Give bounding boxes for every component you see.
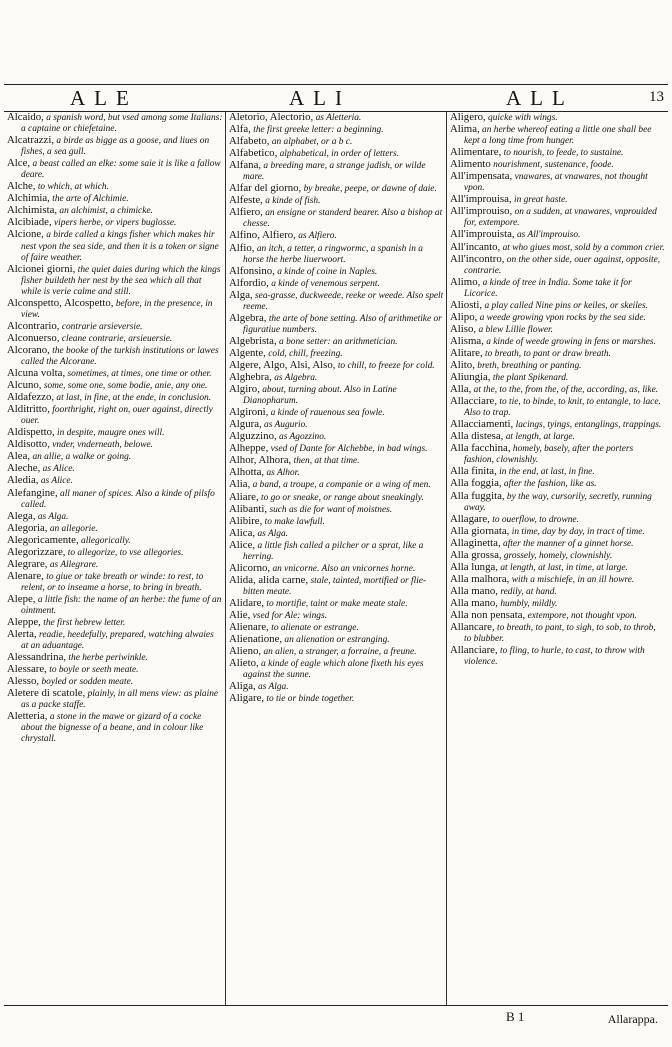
entry-headword: Alcontrario, — [7, 319, 60, 332]
entry-headword: Alcuno, — [7, 379, 42, 392]
entry-definition: as Alice. — [40, 464, 75, 475]
entry-headword: Alitare, — [450, 346, 483, 359]
entry-definition: to allegorize, to vse allegories. — [65, 547, 184, 558]
dictionary-entry — [450, 348, 665, 360]
entry-definition: an alien, a stranger, a forraine, a freune. — [261, 647, 417, 658]
entry-definition: alphabetical, in order of letters. — [277, 149, 400, 160]
entry-definition: allegorically. — [78, 535, 131, 546]
entry-headword: Alchimista, — [7, 204, 58, 217]
entry-headword: Alcibiade, — [7, 216, 52, 229]
entry-definition: a play called Nine pins or keiles, or skeiles. — [482, 300, 648, 311]
entry-headword: Alibanti, — [229, 502, 268, 515]
entry-headword: Alegoria, — [7, 521, 48, 534]
column-left — [4, 112, 225, 1005]
entry-definition: a blew Lillie flower. — [476, 324, 553, 335]
entry-headword: Alla mano, — [450, 584, 498, 597]
entry-definition: vipers herbe, or vipers buglosse. — [51, 218, 177, 229]
dictionary-entry — [7, 629, 223, 652]
dictionary-entry — [7, 264, 223, 298]
dictionary-entry — [229, 540, 444, 563]
entry-definition: before, in the presence, in view. — [21, 298, 213, 320]
entry-headword: Algente, — [229, 346, 266, 359]
entry-headword: Alimento — [450, 158, 491, 171]
entry-headword: Alidare, — [229, 596, 265, 609]
entry-definition: as All'improuiso. — [514, 230, 581, 241]
entry-headword: Alimo, — [450, 275, 481, 288]
entry-definition: a kinde of eagle which alone fixeth his eyes against the sunne. — [243, 659, 424, 681]
entry-headword: Alcatrazzi, — [7, 134, 55, 147]
entry-headword: Alesso, — [7, 675, 40, 688]
dictionary-entry — [229, 575, 444, 598]
entry-definition: a kinde of weede growing in fens or marshes. — [483, 336, 656, 347]
entry-definition: an itch, a tetter, a ringwormc, a spanish in a horse the herbe liuerwoort. — [243, 243, 423, 265]
entry-headword: Aleppe, — [7, 616, 41, 629]
entry-headword: Alegoricamente, — [7, 533, 79, 546]
entry-definition: breth, breathing or panting. — [474, 360, 582, 371]
entry-definition: the arte of bone setting. Also of arithmetike or figuratiue numbers. — [243, 313, 442, 335]
entry-headword: Alice, — [229, 538, 256, 551]
entry-definition: in the end, at last, in fine. — [496, 467, 595, 478]
dictionary-entry — [229, 112, 444, 124]
entry-definition: after the fashion, like as. — [501, 479, 597, 490]
entry-definition: as Algebra. — [271, 373, 318, 384]
entry-definition: contrarie arsieversie. — [59, 321, 143, 332]
dictionary-entry — [450, 277, 665, 300]
entry-headword: All'impensata, — [450, 170, 513, 183]
dictionary-entry — [450, 124, 665, 147]
entry-headword: Algebrista, — [229, 334, 277, 347]
dictionary-entry — [7, 488, 223, 511]
entry-headword: Alfino, Alfiero, — [229, 229, 296, 242]
entry-definition: plainly, in all mens view: as plaine as a packe staffe. — [21, 689, 219, 711]
dictionary-entry — [450, 443, 665, 466]
dictionary-entry — [450, 645, 665, 668]
entry-headword: All'improuiso, — [450, 205, 513, 218]
entry-definition: a kinde of tree in India. Some take it for Licorice. — [464, 277, 632, 299]
entry-headword: Aliungia, — [450, 371, 491, 384]
entry-headword: Alica, — [229, 526, 256, 539]
entry-definition: to which, at which. — [35, 182, 109, 193]
entry-definition: a beast called an elke: some saie it is like a fallow deare. — [21, 159, 221, 181]
entry-headword: Aldisotto, — [7, 438, 50, 451]
entry-definition: nourishment, sustenance, foode. — [490, 160, 614, 171]
entry-headword: Alla lunga, — [450, 560, 498, 573]
entry-definition: to alienate or estrange. — [268, 623, 359, 634]
dictionary-entry — [450, 206, 665, 229]
dictionary-entry — [7, 664, 223, 676]
entry-definition: on a sudden, at vnawares, vnprouided for, extempore. — [464, 207, 657, 229]
entry-headword: Alida, alida carne, — [229, 573, 309, 586]
dictionary-entry — [229, 528, 444, 540]
entry-definition: an alienation or estranging. — [282, 635, 390, 646]
entry-headword: Alla facchina, — [450, 442, 511, 455]
entry-headword: Alfabetico, — [229, 147, 278, 160]
entry-headword: Alie, — [229, 608, 251, 621]
entry-definition: the herbe periwinkle. — [66, 653, 148, 664]
entry-definition: a band, a troupe, a companie or a wing of men. — [250, 480, 431, 491]
entry-headword: All'improuisa, — [450, 193, 512, 206]
entry-definition: a birde called a kings fisher which makes hir nest vpon the sea side, and then it is a token or signe of faire weather. — [21, 230, 219, 263]
entry-headword: Alguzzino, — [229, 430, 277, 443]
entry-definition: then, at that time. — [291, 456, 360, 467]
entry-headword: Alche, — [7, 180, 36, 193]
entry-definition: an vnicorne. Also an vnicornes horne. — [270, 563, 416, 574]
entry-headword: Alisma, — [450, 334, 484, 347]
page-number: 13 — [649, 89, 664, 105]
header-guide-word-right: ALL — [506, 86, 574, 110]
running-header — [4, 84, 668, 112]
entry-headword: Alicorno, — [229, 561, 271, 574]
entry-definition: the first greeke letter: a beginning. — [250, 125, 384, 136]
entry-definition: a kinde of coine in Naples. — [274, 266, 378, 277]
entry-definition: as Agozzino. — [276, 432, 327, 443]
entry-definition: a kinde of fish. — [262, 196, 321, 207]
entry-headword: Alla mano, — [450, 596, 498, 609]
entry-headword: Aliare, — [229, 490, 259, 503]
entry-definition: as Augurio. — [261, 420, 308, 431]
entry-definition: cleane contrarie, arsieuersie. — [59, 333, 173, 344]
entry-headword: Aliga, — [229, 680, 256, 693]
entry-headword: Alconuerso, — [7, 331, 60, 344]
dictionary-entry — [229, 372, 444, 384]
dictionary-entry — [229, 467, 444, 479]
entry-headword: Aldafezzo, — [7, 391, 55, 404]
entry-definition: an allegorie. — [47, 523, 98, 534]
entry-definition: to breath, to pant or draw breath. — [482, 348, 611, 359]
column-middle — [225, 112, 446, 1005]
signature-mark: B 1 — [506, 1009, 525, 1024]
entry-headword: Alfana, — [229, 159, 262, 172]
entry-headword: Alla, — [450, 383, 472, 396]
entry-headword: Algebra, — [229, 311, 267, 324]
entry-headword: Allanciare, — [450, 644, 498, 657]
dictionary-entry — [229, 148, 444, 160]
entry-headword: Alfa, — [229, 123, 251, 136]
entry-headword: Alla malhora, — [450, 572, 510, 585]
dictionary-entry — [7, 571, 223, 594]
entry-headword: Alla distesa, — [450, 430, 504, 443]
entry-definition: with a mischiefe, in an ill howre. — [509, 574, 635, 585]
entry-headword: Alienare, — [229, 621, 269, 634]
entry-definition: stale, tainted, mortified or flie-bitten meate. — [243, 575, 427, 597]
entry-headword: Aliso, — [450, 322, 477, 335]
entry-headword: Alghebra, — [229, 371, 272, 384]
dictionary-entry — [229, 230, 444, 242]
entry-definition: a weede growing vpon rocks by the sea side. — [477, 312, 646, 323]
entry-definition: in great haste. — [511, 195, 568, 206]
entry-definition: on the other side, ouer against, opposite, contrarie. — [464, 254, 661, 276]
dictionary-entry — [7, 229, 223, 263]
dictionary-entry — [7, 711, 223, 745]
dictionary-entry — [7, 298, 223, 321]
entry-headword: Aleche, — [7, 462, 41, 475]
entry-definition: to giue or take breath or winde: to rest, to relent, or to inseame a horse, to bring in breath. — [21, 571, 204, 593]
dictionary-entry — [450, 372, 665, 384]
dictionary-entry — [229, 634, 444, 646]
entry-headword: Aldispetto, — [7, 426, 55, 439]
entry-headword: Algironi, — [229, 406, 269, 419]
dictionary-entry — [450, 300, 665, 312]
dictionary-entry — [7, 158, 223, 181]
entry-headword: Alia, — [229, 478, 251, 491]
entry-definition: the quiet daies during which the kings fisher buildeth her nest by the sea which all that while is verie calme and still. — [21, 264, 221, 297]
entry-definition: foorthright, right on, ouer against, directly ouer. — [21, 405, 213, 427]
entry-definition: the booke of the turkish institutions or lawes called the Alcorane. — [21, 345, 219, 367]
entry-definition: as Alice. — [38, 476, 73, 487]
entry-headword: Alefangine, — [7, 486, 58, 499]
entry-headword: Allaginetta, — [450, 536, 501, 549]
entry-definition: at last, in fine, at the ende, in conclusion. — [54, 393, 212, 404]
entry-headword: Alcionei giorni, — [7, 262, 76, 275]
entry-headword: Alcorano, — [7, 343, 50, 356]
entry-headword: Alla fuggita, — [450, 489, 505, 502]
entry-definition: all maner of spices. Also a kinde of pilsfo called. — [21, 488, 215, 510]
entry-headword: Alla finita, — [450, 465, 497, 478]
entry-headword: Alheppe, — [229, 442, 269, 455]
entry-headword: Alega, — [7, 509, 36, 522]
entry-definition: a little fish called a pilcher or a sprat, like a herring. — [243, 540, 424, 562]
entry-definition: by the way, cursorily, secretly, running away. — [464, 491, 652, 513]
entry-definition: an ensigne or standerd bearer. Also a bishop at chesse. — [243, 208, 443, 230]
entry-definition: a breeding mare, a strange jadish, or wilde mare. — [243, 161, 426, 183]
entry-definition: sea-grasse, duckweede, reeke or weede. Also spelt reeme. — [243, 290, 444, 312]
entry-definition: an alchimist, a chimicke. — [57, 206, 153, 217]
entry-definition: vsed for Ale: wings. — [250, 610, 327, 621]
dictionary-entry — [229, 598, 444, 610]
entry-definition: to nourish, to feede, to sustaine. — [501, 148, 624, 159]
catchword: Allarappa. — [607, 1012, 658, 1026]
entry-definition: to mortifie, taint or make meate stale. — [264, 598, 408, 609]
entry-definition: to breath, to pant, to sigh, to sob, to throb, to blubber. — [464, 623, 656, 645]
entry-definition: as Aletteria. — [313, 113, 362, 123]
entry-headword: Alla grossa, — [450, 548, 502, 561]
entry-definition: lacings, tyings, entanglings, trappings. — [513, 420, 662, 431]
entry-definition: grossely, homely, clownishly. — [501, 550, 613, 561]
entry-headword: All'incanto, — [450, 240, 501, 253]
entry-definition: an alphabet, or a b c. — [269, 137, 353, 148]
entry-headword: Algere, Algo, Alsi, Also, — [229, 358, 336, 371]
dictionary-entry — [7, 439, 223, 451]
entry-headword: Alegorizzare, — [7, 545, 66, 558]
entry-definition: vsed of Dante for Alchebbe, in bad wings. — [268, 444, 428, 455]
entry-definition: a kinde of venemous serpent. — [268, 278, 380, 289]
entry-headword: Alfonsino, — [229, 264, 275, 277]
dictionary-entry — [229, 278, 444, 290]
entry-headword: Alchimia, — [7, 192, 50, 205]
entry-headword: Alibire, — [229, 514, 263, 527]
entry-headword: Alfordio, — [229, 276, 269, 289]
entry-headword: Aligero, — [450, 112, 486, 123]
entry-headword: Alfiero, — [229, 206, 263, 219]
entry-headword: Alga, — [229, 288, 253, 301]
dictionary-entry — [229, 160, 444, 183]
dictionary-entry — [450, 312, 665, 324]
entry-headword: Alessare, — [7, 663, 47, 676]
entry-headword: All'incontro, — [450, 252, 505, 265]
entry-definition: an allie, a walke or going. — [30, 452, 132, 463]
entry-headword: Alepe, — [7, 592, 36, 605]
dictionary-entry — [229, 384, 444, 407]
entry-definition: vnawares, at vnawares, not thought vpon. — [464, 172, 648, 194]
entry-definition: some, some one, some bodie, anie, any one. — [41, 381, 208, 392]
entry-headword: Alhor, Alhora, — [229, 454, 292, 467]
entry-definition: quicke with wings. — [485, 113, 558, 123]
entry-definition: as Alga. — [255, 682, 289, 693]
entry-definition: at length, at large. — [503, 432, 575, 443]
dictionary-entry — [450, 396, 665, 419]
header-guide-word-center: ALI — [289, 86, 351, 110]
entry-definition: a little fish: the name of an herbe: the fume of an ointment. — [21, 594, 222, 616]
dictionary-entry — [450, 491, 665, 514]
entry-definition: as Alfiero. — [295, 231, 337, 242]
entry-definition: to chill, to freeze for cold. — [335, 360, 435, 371]
entry-headword: Alfeste, — [229, 194, 263, 207]
entry-definition: vnder, vnderneath, belowe. — [49, 440, 154, 451]
column-right — [446, 112, 667, 1005]
entry-headword: Alea, — [7, 450, 31, 463]
entry-headword: Aletorio, Alectorio, — [229, 112, 314, 123]
entry-headword: Alconspetto, Alcospetto, — [7, 296, 114, 309]
entry-definition: boyled or sodden meate. — [39, 677, 134, 688]
entry-headword: Alcaido, — [7, 112, 44, 123]
entry-headword: Alla non pensata, — [450, 608, 526, 621]
entry-headword: Aletteria, — [7, 710, 48, 723]
dictionary-entry — [7, 135, 223, 158]
entry-definition: as Alga. — [255, 528, 288, 539]
entry-definition: to tie or binde together. — [264, 694, 355, 705]
entry-headword: Allacciare, — [450, 395, 498, 408]
entry-headword: Alienatione, — [229, 633, 283, 646]
entry-definition: redily, at hand. — [497, 586, 557, 597]
header-guide-word-left: ALE — [70, 86, 138, 110]
entry-headword: Alfar del giorno, — [229, 182, 302, 195]
entry-definition: at who giues most, sold by a common crier. — [500, 242, 665, 253]
entry-definition: cold, chill, freezing. — [265, 348, 343, 359]
entry-headword: Alfabeto, — [229, 135, 270, 148]
entry-headword: Allagare, — [450, 512, 490, 525]
page-footer — [4, 1006, 668, 1036]
dictionary-entry — [229, 207, 444, 230]
entry-headword: Alla foggia, — [450, 477, 502, 490]
entry-definition: a birde as bigge as a goose, and liues on fishes, a sea gull. — [21, 136, 210, 158]
entry-headword: Allacciamenti, — [450, 418, 514, 431]
entry-definition: a kinde of rauenous sea fowle. — [268, 408, 385, 419]
entry-headword: Alessandrina, — [7, 651, 67, 664]
entry-headword: Aliosti, — [450, 298, 483, 311]
dictionary-entry — [7, 345, 223, 368]
entry-headword: Alima, — [450, 123, 480, 136]
entry-definition: by breake, peepe, or dawne of daie. — [301, 184, 437, 195]
entry-definition: an herbe whereof eating a little one shall bee kept a long time from hunger. — [464, 125, 652, 147]
entry-definition: the plant Spikenard. — [490, 373, 569, 384]
entry-definition: at the, to the, from the, of the, according, as, like. — [471, 385, 659, 396]
entry-headword: Alla giornata, — [450, 524, 510, 537]
entry-definition: readie, heedefully, prepared, watching alwaies at an aduantage. — [21, 630, 214, 652]
dictionary-entry — [450, 254, 665, 277]
entry-definition: to tie, to binde, to knit, to entangle, to lace. Also to trap. — [464, 397, 661, 419]
dictionary-entry — [229, 479, 444, 491]
entry-headword: Algiro, — [229, 383, 260, 396]
entry-headword: Alenare, — [7, 569, 44, 582]
entry-headword: Alieno, — [229, 645, 262, 658]
entry-definition: to fling, to hurle, to cast, to throw with violence. — [464, 646, 645, 668]
entry-headword: Alhotta, — [229, 466, 265, 479]
dictionary-entry — [7, 617, 223, 629]
dictionary-entry — [229, 290, 444, 313]
entry-headword: Alito, — [450, 358, 475, 371]
dictionary-entry — [7, 688, 223, 711]
entry-definition: to ouerflow, to drowne. — [489, 514, 579, 525]
entry-definition: after the manner of a ginnet horse. — [500, 538, 634, 549]
entry-headword: Alcione, — [7, 228, 44, 241]
entry-headword: Alerta, — [7, 628, 37, 641]
entry-headword: Alimentare, — [450, 146, 502, 159]
entry-definition: as Alhor. — [264, 468, 300, 479]
entry-definition: to go or sneake, or range about sneakingly. — [258, 492, 424, 503]
entry-definition: to boyle or seeth meate. — [46, 665, 139, 676]
dictionary-entry — [229, 243, 444, 266]
entry-definition: the first hebrew letter. — [40, 618, 126, 629]
dictionary-entry — [229, 313, 444, 336]
entry-definition: to make lawfull. — [262, 516, 325, 527]
entry-definition: a stone in the mawe or gizard of a cocke about the bignesse of a beane, and in colour like chrystall. — [21, 712, 204, 745]
entry-definition: in despite, maugre ones will. — [54, 428, 165, 439]
dictionary-entry — [229, 693, 444, 705]
entry-definition: sometimes, at times, one time or other. — [65, 369, 212, 380]
entry-definition: at length, at last, in time, at large. — [497, 562, 628, 573]
entry-headword: Algura, — [229, 418, 262, 431]
dictionary-entry — [450, 622, 665, 645]
dictionary-entry — [7, 594, 223, 617]
entry-definition: about, turning about. Also in Latine Dianopharum. — [243, 385, 397, 407]
entry-definition: a spanish word, but vsed among some Italians: a captaine or chiefetaine. — [21, 113, 223, 135]
dictionary-entry — [229, 516, 444, 528]
entry-headword: Aletere di scatole, — [7, 687, 86, 700]
entry-definition: humbly, mildly. — [497, 598, 558, 609]
entry-headword: Alcuna volta, — [7, 367, 66, 380]
dictionary-entry — [450, 112, 665, 124]
entry-headword: All'improuista, — [450, 228, 515, 241]
entry-definition: as Alga. — [35, 511, 69, 522]
entry-definition: in time, day by day, in tract of time. — [509, 526, 645, 537]
entry-headword: Allancare, — [450, 621, 495, 634]
entry-headword: Alegrare, — [7, 557, 48, 570]
entry-definition: as Allegrare. — [47, 559, 99, 570]
entry-headword: Aligare, — [229, 692, 265, 705]
entry-definition: extempore, not thought vpon. — [525, 610, 637, 621]
entry-headword: Alfio, — [229, 241, 255, 254]
dictionary-entry — [7, 112, 223, 135]
entry-headword: Alditritto, — [7, 403, 50, 416]
entry-definition: homely, basely, after the porters fashion, clownishly. — [464, 444, 634, 466]
dictionary-entry — [450, 171, 665, 194]
entry-definition: a bone setter: an arithmetician. — [276, 336, 398, 347]
dictionary-entry — [7, 463, 223, 475]
entry-headword: Alipo, — [450, 310, 478, 323]
dictionary-entry — [229, 658, 444, 681]
entry-headword: Alce, — [7, 157, 31, 170]
entry-headword: Alieto, — [229, 657, 259, 670]
entry-headword: Aledia, — [7, 474, 39, 487]
entry-definition: such as die for want of moistnes. — [267, 504, 393, 515]
entry-columns — [4, 112, 668, 1006]
entry-definition: the arte of Alchimie. — [49, 194, 129, 205]
dictionary-entry — [229, 646, 444, 658]
dictionary-entry — [7, 404, 223, 427]
